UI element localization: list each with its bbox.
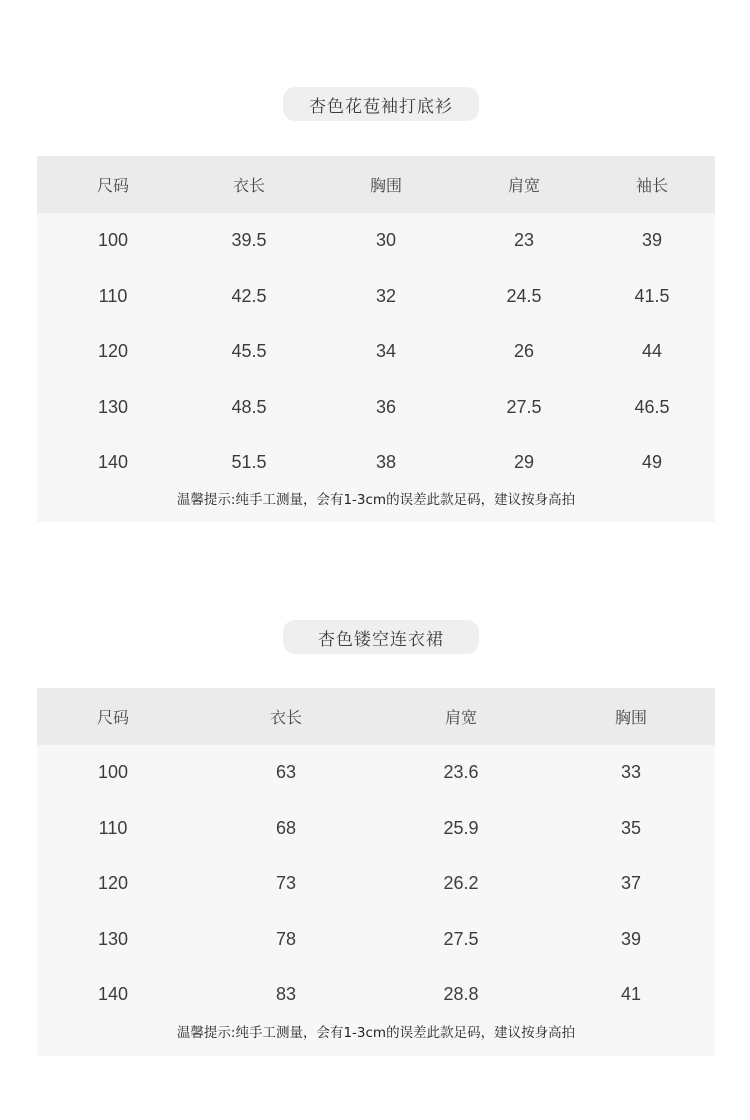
table-cell: 23 [513, 230, 535, 251]
table-cell: 37 [620, 873, 642, 894]
table-cell: 73 [275, 873, 297, 894]
table-cell: 33 [620, 762, 642, 783]
table-cell: 27.5 [443, 928, 479, 949]
column-header: 肩宽 [507, 176, 540, 195]
table-cell: 140 [97, 984, 129, 1005]
table-cell: 26.2 [443, 873, 479, 894]
table-cell: 49 [641, 452, 663, 473]
table-cell: 28.8 [443, 984, 479, 1005]
table-cell: 48.5 [231, 396, 267, 417]
table-row [37, 912, 715, 968]
table-header [37, 156, 715, 213]
table-cell: 35 [620, 817, 642, 838]
column-header: 胸围 [369, 176, 402, 195]
table-title: 杏色镂空连衣裙 [283, 620, 479, 654]
column-header: 胸围 [614, 708, 647, 727]
table-header [37, 688, 715, 745]
table-cell: 100 [97, 230, 129, 251]
table-cell: 100 [97, 762, 129, 783]
table-cell: 120 [97, 341, 129, 362]
table-cell: 110 [98, 817, 128, 838]
column-header: 尺码 [96, 708, 129, 727]
table-row [37, 380, 715, 436]
table-row [37, 435, 715, 491]
table-cell: 39.5 [231, 230, 267, 251]
column-header: 尺码 [96, 176, 129, 195]
table-row [37, 269, 715, 325]
column-header: 衣长 [269, 708, 302, 727]
column-header: 衣长 [232, 176, 265, 195]
table-cell: 51.5 [231, 452, 267, 473]
table-cell: 68 [275, 817, 297, 838]
table-cell: 78 [275, 928, 297, 949]
table-cell: 36 [375, 396, 397, 417]
table-row [37, 745, 715, 801]
table-cell: 45.5 [231, 341, 267, 362]
table-cell: 39 [641, 230, 663, 251]
table-cell: 120 [97, 873, 129, 894]
size-table [37, 156, 715, 522]
table-cell: 26 [513, 341, 535, 362]
table-cell: 29 [513, 452, 535, 473]
table-cell: 110 [98, 285, 128, 306]
table-cell: 46.5 [634, 396, 670, 417]
table-cell: 25.9 [443, 817, 479, 838]
table-row [37, 324, 715, 380]
table-title: 杏色花苞袖打底衫 [283, 87, 479, 121]
table-cell: 140 [97, 452, 129, 473]
column-header: 袖长 [635, 176, 668, 195]
table-cell: 24.5 [506, 285, 542, 306]
table-cell: 30 [375, 230, 397, 251]
table-cell: 39 [620, 928, 642, 949]
table-cell: 41.5 [634, 285, 670, 306]
measurement-note: 温馨提示:纯手工测量，会有1-3cm的误差此款足码，建议按身高拍 [176, 1025, 576, 1041]
table-cell: 42.5 [231, 285, 267, 306]
column-header: 肩宽 [444, 708, 477, 727]
table-row [37, 967, 715, 1023]
table-cell: 83 [275, 984, 297, 1005]
measurement-note: 温馨提示:纯手工测量，会有1-3cm的误差此款足码，建议按身高拍 [176, 492, 576, 508]
size-table [37, 688, 715, 1056]
table-cell: 34 [375, 341, 397, 362]
table-row [37, 856, 715, 912]
table-cell: 63 [275, 762, 297, 783]
table-row [37, 801, 715, 857]
table-cell: 32 [375, 285, 397, 306]
table-cell: 38 [375, 452, 397, 473]
table-cell: 130 [97, 928, 129, 949]
table-cell: 44 [641, 341, 663, 362]
table-cell: 27.5 [506, 396, 542, 417]
table-cell: 23.6 [443, 762, 479, 783]
table-cell: 41 [620, 984, 642, 1005]
table-cell: 130 [97, 396, 129, 417]
table-row [37, 213, 715, 269]
